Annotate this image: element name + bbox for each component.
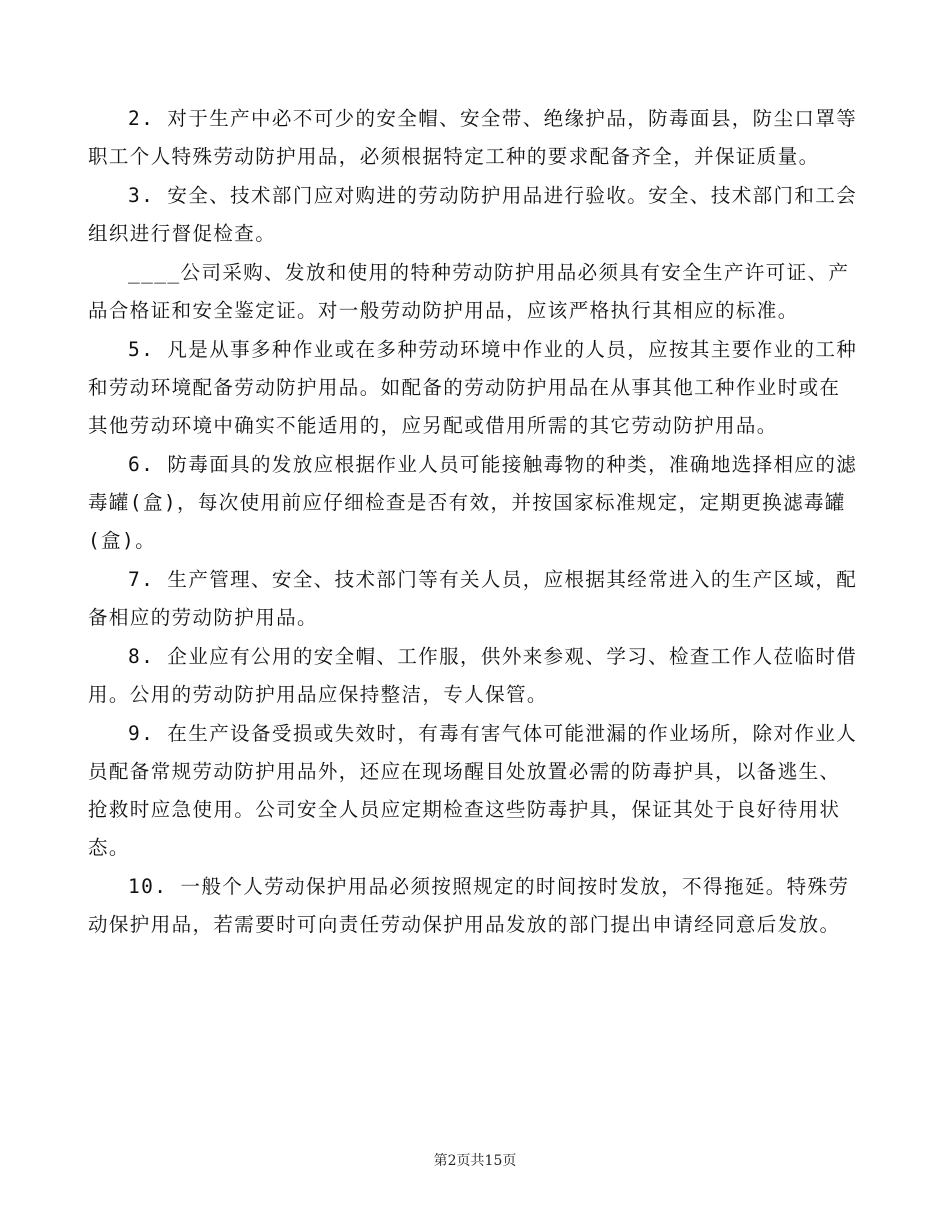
paragraph-item-6: 6. 防毒面具的发放应根据作业人员可能接触毒物的种类，准确地选择相应的滤毒罐(盒)，每次使用前应仔细检查是否有效，并按国家标准规定，定期更换滤毒罐(盒)。: [88, 453, 858, 552]
paragraph-item-9: 9. 在生产设备受损或失效时，有毒有害气体可能泄漏的作业场所，除对作业人员配备常规劳动防护用品外，还应在现场醒目处放置必需的防毒护具，以备逃生、抢救时应急使用。公司安全人员应定期检查这些防毒护具，保证其处于良好待用状态。: [88, 722, 858, 859]
page-number-footer: 第2页共15页: [433, 1153, 517, 1169]
paragraph-item-2: 2. 对于生产中必不可少的安全帽、安全带、绝缘护品，防毒面县，防尘口罩等职工个人特殊劳动防护用品，必须根据特定工种的要求配备齐全，并保证质量。: [88, 107, 858, 168]
paragraph-item-3: 3. 安全、技术部门应对购进的劳动防护用品进行验收。安全、技术部门和工会组织进行督促检查。: [88, 184, 858, 245]
paragraph-item-4: ____公司采购、发放和使用的特种劳动防护用品必须具有安全生产许可证、产品合格证和安全鉴定证。对一般劳动防护用品，应该严格执行其相应的标准。: [88, 261, 850, 322]
paragraph-item-5: 5. 凡是从事多种作业或在多种劳动环境中作业的人员，应按其主要作业的工种和劳动环境配备劳动防护用品。如配备的劳动防护用品在从事其他工种作业时或在其他劳动环境中确实不能适用的，应另配或借用所需的其它劳动防护用品。: [88, 338, 858, 437]
paragraph-item-8: 8. 企业应有公用的安全帽、工作服，供外来参观、学习、检查工作人莅临时借用。公用的劳动防护用品应保持整洁，专人保管。: [88, 645, 858, 706]
document-body: [88, 100, 860, 945]
paragraph-item-10: 10. 一般个人劳动保护用品必须按照规定的时间按时发放，不得拖延。特殊劳动保护用品，若需要时可向责任劳动保护用品发放的部门提出申请经同意后发放。: [88, 875, 850, 936]
paragraph-item-7: 7. 生产管理、安全、技术部门等有关人员，应根据其经常进入的生产区域，配备相应的劳动防护用品。: [88, 568, 858, 629]
